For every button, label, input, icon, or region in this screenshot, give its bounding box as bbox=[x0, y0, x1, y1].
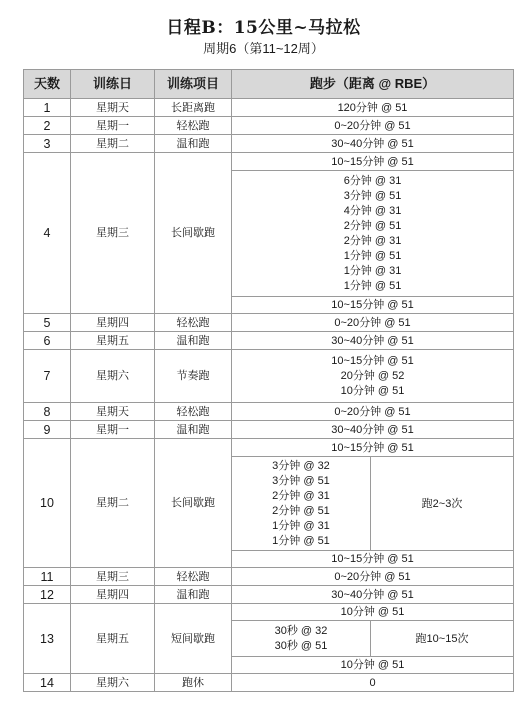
table-row bbox=[24, 153, 514, 171]
interval-line: 30秒 @ 32 bbox=[274, 624, 328, 637]
repeat-count-cell: 跑2~3次 bbox=[371, 457, 514, 551]
training-item-cell: 轻松跑 bbox=[155, 314, 232, 332]
warmup-cell: 10~15分钟 @ 51 bbox=[232, 153, 514, 171]
training-item-cell: 温和跑 bbox=[155, 421, 232, 439]
cooldown-cell: 10~15分钟 @ 51 bbox=[232, 551, 514, 568]
weekday-cell: 星期五 bbox=[71, 332, 155, 350]
warmup-cell: 10分钟 @ 51 bbox=[232, 604, 514, 621]
weekday-cell: 星期三 bbox=[71, 153, 155, 314]
table-row bbox=[24, 674, 514, 692]
interval-list bbox=[232, 457, 371, 551]
weekday-cell: 星期二 bbox=[71, 439, 155, 568]
day-number: 14 bbox=[24, 674, 71, 692]
weekday-cell: 星期六 bbox=[71, 350, 155, 403]
run-cell: 30~40分钟 @ 51 bbox=[232, 135, 514, 153]
run-cell: 30~40分钟 @ 51 bbox=[232, 332, 514, 350]
interval-list bbox=[232, 171, 514, 297]
run-cell: 0~20分钟 @ 51 bbox=[232, 314, 514, 332]
training-item-cell: 长距离跑 bbox=[155, 99, 232, 117]
day-number: 1 bbox=[24, 99, 71, 117]
weekday-cell: 星期四 bbox=[71, 586, 155, 604]
weekday-cell: 星期天 bbox=[71, 99, 155, 117]
interval-line: 3分钟 @ 32 bbox=[272, 459, 330, 472]
repeat-count-cell: 跑10~15次 bbox=[371, 621, 514, 657]
weekday-cell: 星期二 bbox=[71, 135, 155, 153]
table-header-row bbox=[24, 70, 514, 99]
training-item-cell: 跑休 bbox=[155, 674, 232, 692]
weekday-cell: 星期天 bbox=[71, 403, 155, 421]
day-number: 6 bbox=[24, 332, 71, 350]
schedule-table bbox=[23, 69, 514, 692]
tempo-run-cell bbox=[232, 350, 514, 403]
day-number: 3 bbox=[24, 135, 71, 153]
training-item-cell: 轻松跑 bbox=[155, 403, 232, 421]
warmup-cell: 10~15分钟 @ 51 bbox=[232, 439, 514, 457]
run-cell: 0~20分钟 @ 51 bbox=[232, 568, 514, 586]
training-item-cell: 温和跑 bbox=[155, 135, 232, 153]
run-cell: 0~20分钟 @ 51 bbox=[232, 117, 514, 135]
table-row bbox=[24, 586, 514, 604]
day-number: 13 bbox=[24, 604, 71, 674]
day-number: 10 bbox=[24, 439, 71, 568]
day-number: 5 bbox=[24, 314, 71, 332]
interval-line: 1分钟 @ 51 bbox=[343, 249, 402, 262]
interval-line: 2分钟 @ 31 bbox=[343, 234, 402, 247]
interval-line: 3分钟 @ 51 bbox=[343, 189, 402, 202]
weekday-cell: 星期一 bbox=[71, 421, 155, 439]
table-row bbox=[24, 135, 514, 153]
table-row bbox=[24, 568, 514, 586]
table-row bbox=[24, 439, 514, 457]
day-number: 2 bbox=[24, 117, 71, 135]
interval-line: 6分钟 @ 31 bbox=[343, 174, 402, 187]
training-item-cell: 温和跑 bbox=[155, 332, 232, 350]
training-item-cell: 长间歇跑 bbox=[155, 153, 232, 314]
weekday-cell: 星期五 bbox=[71, 604, 155, 674]
interval-line: 1分钟 @ 31 bbox=[272, 519, 330, 532]
run-cell: 30~40分钟 @ 51 bbox=[232, 586, 514, 604]
cooldown-cell: 10分钟 @ 51 bbox=[232, 657, 514, 674]
interval-line: 4分钟 @ 31 bbox=[343, 204, 402, 217]
weekday-cell: 星期六 bbox=[71, 674, 155, 692]
interval-line: 1分钟 @ 51 bbox=[343, 279, 402, 292]
run-cell: 120分钟 @ 51 bbox=[232, 99, 514, 117]
run-cell: 30~40分钟 @ 51 bbox=[232, 421, 514, 439]
table-row bbox=[24, 604, 514, 621]
weekday-cell: 星期一 bbox=[71, 117, 155, 135]
page-title: 日程B：15公里~马拉松 bbox=[166, 18, 361, 38]
table-row bbox=[24, 99, 514, 117]
tempo-line: 10~15分钟 @ 51 bbox=[331, 354, 414, 367]
run-cell: 0~20分钟 @ 51 bbox=[232, 403, 514, 421]
weekday-cell: 星期三 bbox=[71, 568, 155, 586]
training-item-cell: 温和跑 bbox=[155, 586, 232, 604]
table-row bbox=[24, 350, 514, 403]
header-day: 天数 bbox=[24, 70, 71, 99]
day-number: 11 bbox=[24, 568, 71, 586]
interval-line: 30秒 @ 51 bbox=[274, 639, 328, 652]
header-item: 训练项目 bbox=[155, 70, 232, 99]
training-item-cell: 轻松跑 bbox=[155, 117, 232, 135]
interval-list bbox=[232, 621, 371, 657]
day-number: 8 bbox=[24, 403, 71, 421]
tempo-line: 10分钟 @ 51 bbox=[340, 384, 405, 397]
training-item-cell: 轻松跑 bbox=[155, 568, 232, 586]
day-number: 4 bbox=[24, 153, 71, 314]
interval-line: 2分钟 @ 51 bbox=[272, 504, 330, 517]
training-item-cell: 长间歇跑 bbox=[155, 439, 232, 568]
table-row bbox=[24, 403, 514, 421]
page-subtitle: 周期6（第11~12周） bbox=[203, 41, 324, 56]
day-number: 7 bbox=[24, 350, 71, 403]
tempo-line: 20分钟 @ 52 bbox=[340, 369, 405, 382]
training-item-cell: 节奏跑 bbox=[155, 350, 232, 403]
training-item-cell: 短间歇跑 bbox=[155, 604, 232, 674]
run-cell: 0 bbox=[232, 674, 514, 692]
interval-line: 1分钟 @ 31 bbox=[343, 264, 402, 277]
table-row bbox=[24, 117, 514, 135]
table-row bbox=[24, 421, 514, 439]
weekday-cell: 星期四 bbox=[71, 314, 155, 332]
header-weekday: 训练日 bbox=[71, 70, 155, 99]
interval-line: 2分钟 @ 51 bbox=[343, 219, 402, 232]
table-row bbox=[24, 332, 514, 350]
interval-line: 2分钟 @ 31 bbox=[272, 489, 330, 502]
header-run: 跑步（距离 @ RBE） bbox=[232, 70, 514, 99]
day-number: 12 bbox=[24, 586, 71, 604]
day-number: 9 bbox=[24, 421, 71, 439]
interval-line: 3分钟 @ 51 bbox=[272, 474, 330, 487]
interval-line: 1分钟 @ 51 bbox=[272, 534, 330, 547]
table-row bbox=[24, 314, 514, 332]
cooldown-cell: 10~15分钟 @ 51 bbox=[232, 297, 514, 314]
